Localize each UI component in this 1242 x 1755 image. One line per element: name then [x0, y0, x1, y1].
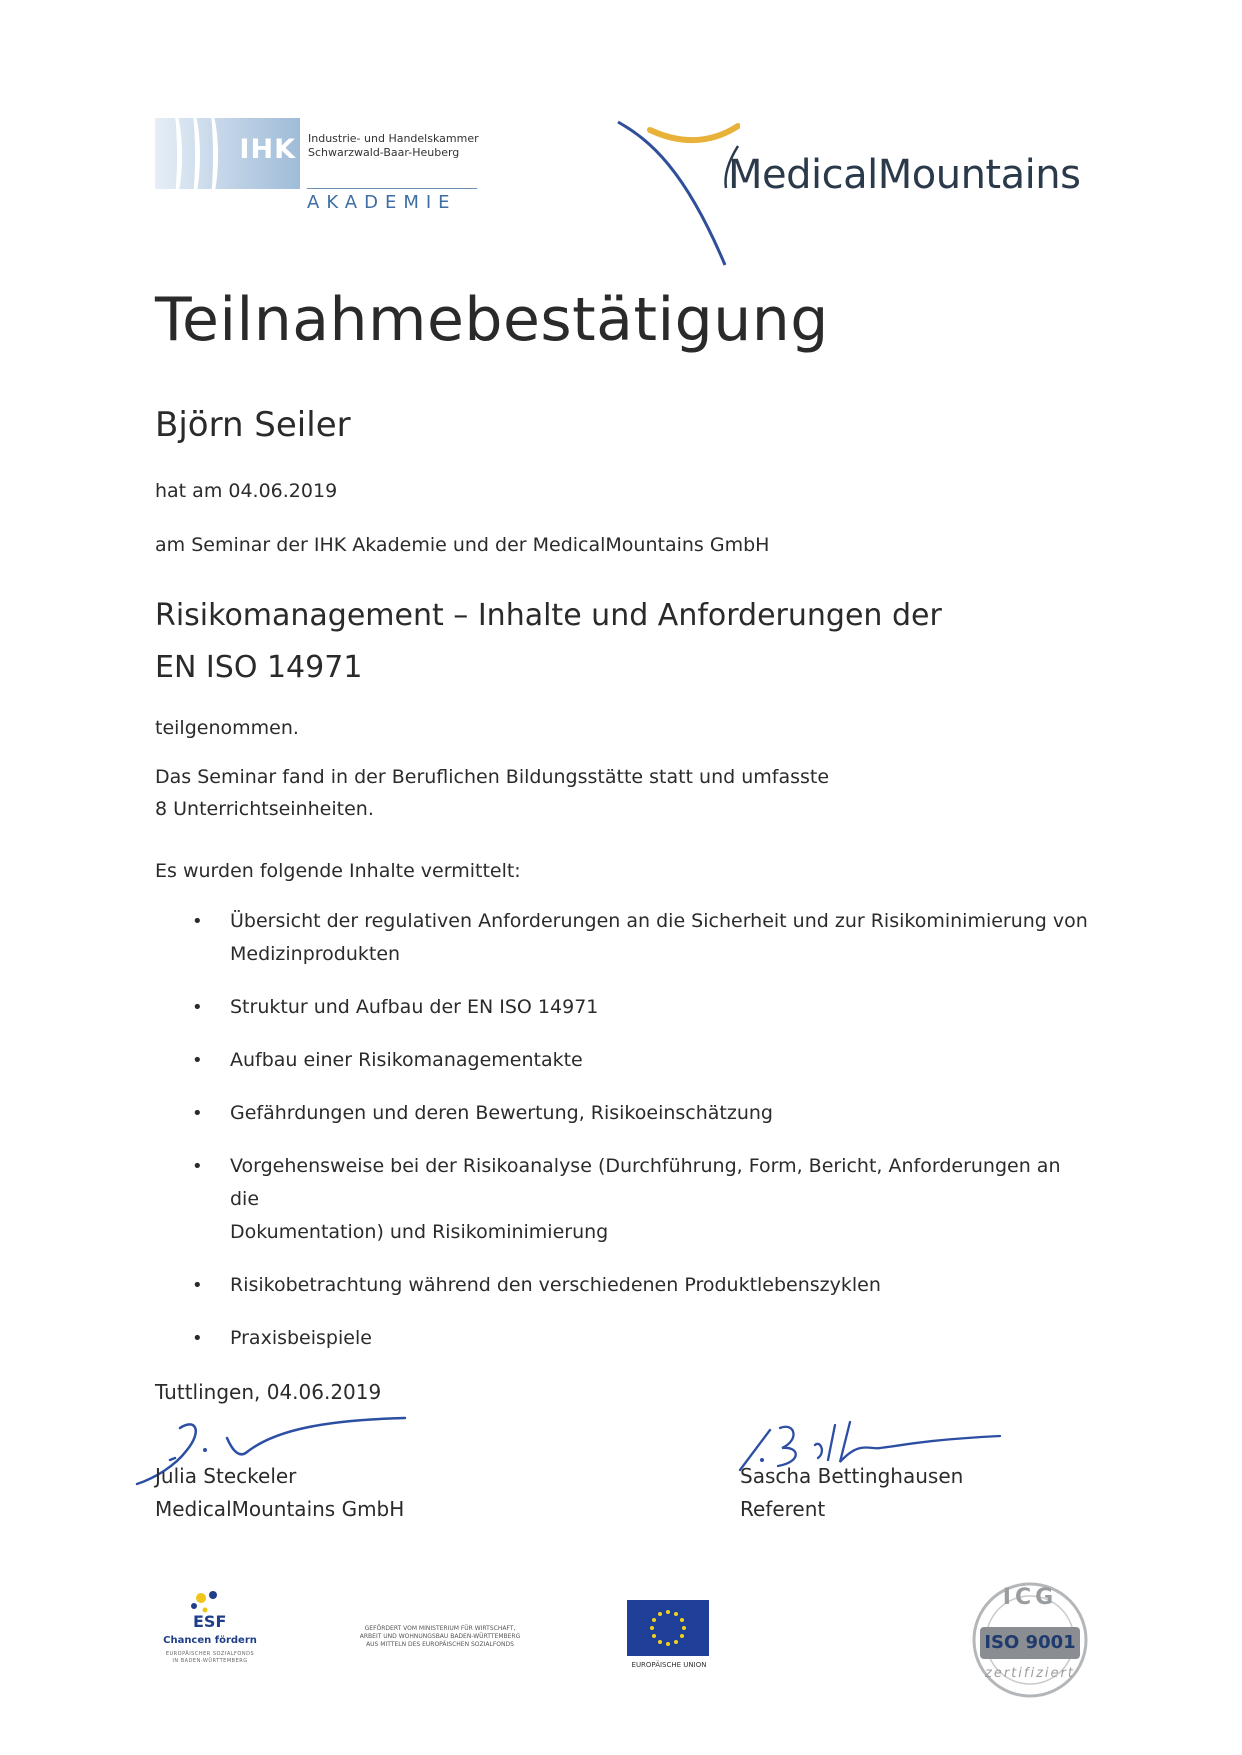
list-item: [190, 905, 1090, 971]
seminar-info-line1: Das Seminar fand in der Beruflichen Bildungsstätte statt und umfasste: [155, 766, 830, 788]
list-item-line2: Medizinprodukten: [230, 943, 401, 965]
list-item-line1: Struktur und Aufbau der EN ISO 14971: [230, 996, 599, 1018]
mountain-swoosh-icon: [610, 110, 740, 270]
ministry-funding-note: [330, 1625, 550, 1649]
bullet-icon: •: [192, 1328, 203, 1349]
signatory-left-name: Julia Steckeler: [155, 1464, 297, 1488]
recipient-name: Björn Seiler: [155, 405, 351, 445]
ministry-line3: AUS MITTELN DES EUROPÄISCHEN SOZIALFONDS: [366, 1641, 514, 1648]
bullet-icon: •: [192, 1103, 203, 1124]
esf-subtitle-line1: EUROPÄISCHER SOZIALFONDS: [165, 1651, 255, 1657]
bullet-icon: •: [192, 1275, 203, 1296]
esf-logo: [155, 1590, 265, 1670]
iso-label: ISO 9001: [984, 1632, 1076, 1653]
list-item-line1: Risikobetrachtung während den verschiedenen Produktlebenszyklen: [230, 1274, 881, 1296]
list-item: [190, 991, 1090, 1024]
list-item-line1: Übersicht der regulativen Anforderungen an die Sicherheit und zur Risikominimierung von: [230, 910, 1088, 932]
eu-logo: [625, 1600, 715, 1680]
ihk-akademie-logo: [155, 118, 485, 218]
list-item-line1: Praxisbeispiele: [230, 1327, 372, 1349]
list-item-line2: Dokumentation) und Risikominimierung: [230, 1221, 609, 1243]
esf-tagline: Chancen fördern: [163, 1635, 257, 1646]
ministry-line2: ARBEIT UND WOHNUNGSBAU BADEN-WÜRTTEMBERG: [359, 1633, 521, 1640]
seminar-info-line2: 8 Unterrichtseinheiten.: [155, 798, 374, 820]
bullet-icon: •: [192, 1156, 203, 1177]
list-item: [190, 1097, 1090, 1130]
place-and-date: Tuttlingen, 04.06.2019: [155, 1380, 382, 1404]
esf-subtitle-line2: IN BADEN-WÜRTTEMBERG: [172, 1658, 248, 1664]
list-item-line1: Vorgehensweise bei der Risikoanalyse (Durchführung, Form, Bericht, Anforderungen an die: [230, 1155, 1061, 1210]
esf-label: ESF: [193, 1612, 227, 1631]
participated-text: teilgenommen.: [155, 717, 299, 739]
ihk-name-line2: Schwarzwald-Baar-Heuberg: [308, 146, 460, 159]
eu-stars-icon: [627, 1600, 709, 1656]
ihk-badge-text: IHK: [239, 134, 296, 165]
list-item-line1: Gefährdungen und deren Bewertung, Risikoeinschätzung: [230, 1102, 773, 1124]
signatory-right-name: Sascha Bettinghausen: [740, 1464, 964, 1488]
bullet-icon: •: [192, 1050, 203, 1071]
signatory-right-role: Referent: [740, 1497, 826, 1521]
iso-certification-seal: [970, 1580, 1090, 1700]
document-title: Teilnahmebestätigung: [155, 285, 829, 355]
iso-seal-top-text: ICG: [1002, 1585, 1058, 1610]
list-item: [190, 1269, 1090, 1302]
bullet-icon: •: [192, 997, 203, 1018]
signatory-left-org: MedicalMountains GmbH: [155, 1497, 405, 1521]
list-item-line1: Aufbau einer Risikomanagementakte: [230, 1049, 583, 1071]
seminar-organizers: am Seminar der IHK Akademie und der MedicalMountains GmbH: [155, 534, 770, 556]
bullet-icon: •: [192, 911, 203, 932]
medical-mountains-logo: [610, 110, 1110, 270]
course-title-line2: EN ISO 14971: [155, 650, 363, 685]
ihk-akademie-label: AKADEMIE: [307, 192, 457, 213]
course-title: [155, 590, 942, 694]
ihk-name-line1: Industrie- und Handelskammer: [308, 132, 479, 145]
content-intro: Es wurden folgende Inhalte vermittelt:: [155, 860, 521, 882]
list-item: [190, 1044, 1090, 1077]
list-item: [190, 1322, 1090, 1355]
ministry-line1: GEFÖRDERT VOM MINISTERIUM FÜR WIRTSCHAFT,: [364, 1625, 516, 1632]
iso-seal-bottom-text: zertifiziert: [985, 1666, 1075, 1681]
ihk-badge: [155, 118, 300, 189]
attendance-date: hat am 04.06.2019: [155, 480, 338, 502]
course-title-line1: Risikomanagement – Inhalte und Anforderungen der: [155, 598, 942, 633]
content-list: [190, 905, 1090, 1375]
ihk-divider: [307, 188, 477, 189]
medical-mountains-wordmark: MedicalMountains: [728, 152, 1081, 198]
eu-label: EUROPÄISCHE UNION: [631, 1661, 707, 1669]
eu-flag-icon: [627, 1600, 709, 1656]
list-item: [190, 1150, 1090, 1249]
